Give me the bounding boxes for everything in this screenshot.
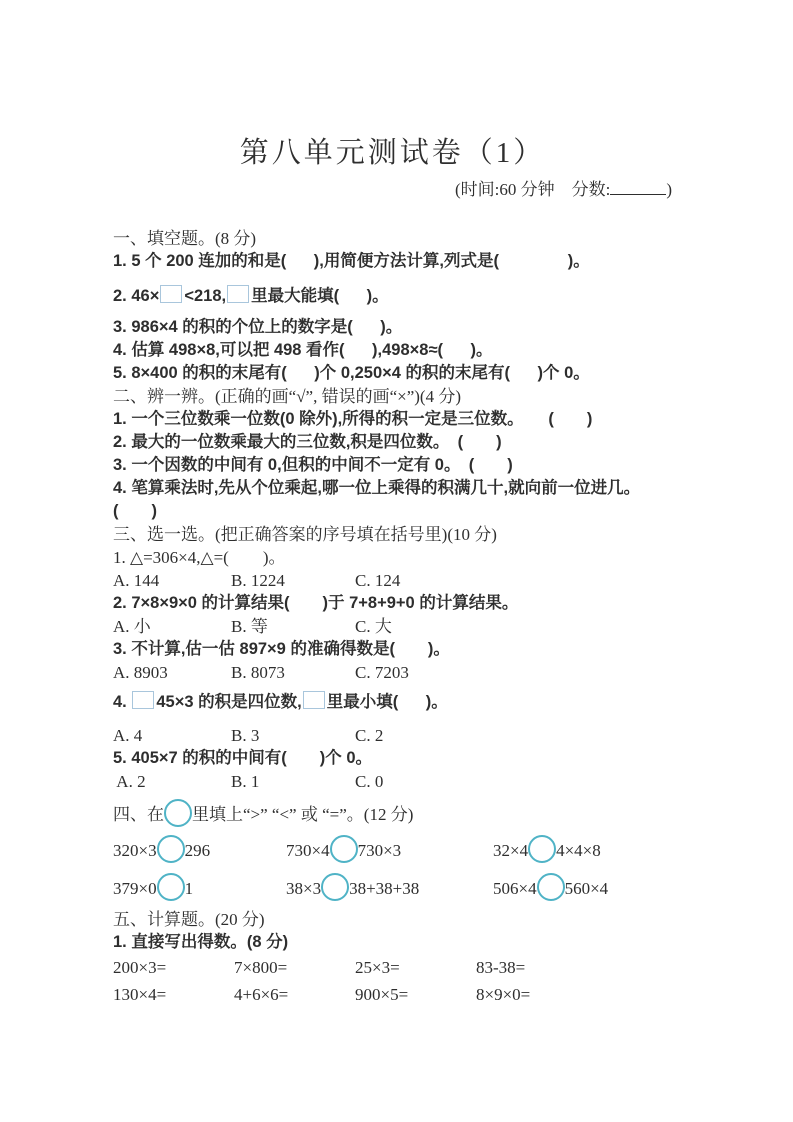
option-c: C. 大 <box>355 617 392 636</box>
time-score-line <box>113 178 672 201</box>
left-expression: 32×4 <box>493 841 529 860</box>
option-a: A. 4 <box>113 726 143 745</box>
compare-circle <box>321 873 349 901</box>
fill-q2-post: 里最大能填( )。 <box>251 287 389 305</box>
calc-expression: 8×9×0= <box>476 985 531 1004</box>
judge-q1: 1. 一个三位数乘一位数(0 除外),所得的积一定是三位数。 ( ) <box>113 410 593 428</box>
comparison-row <box>113 868 672 906</box>
calc-expression: 83-38= <box>476 958 526 977</box>
left-expression: 506×4 <box>493 879 537 898</box>
blank-box <box>227 285 249 303</box>
compare-circle <box>528 835 556 863</box>
option-a: A. 8903 <box>113 663 168 682</box>
section3-heading: 三、选一选。(把正确答案的序号填在括号里)(10 分) <box>113 525 497 544</box>
left-expression: 379×0 <box>113 879 157 898</box>
calc-expression: 7×800= <box>234 958 288 977</box>
choice-q2: 2. 7×8×9×0 的计算结果( )于 7+8+9+0 的计算结果。 <box>113 594 519 612</box>
score-blank-underline <box>610 181 666 195</box>
option-b: B. 1224 <box>231 571 285 590</box>
left-expression: 730×4 <box>286 841 330 860</box>
fill-q5: 5. 8×400 的积的末尾有( )个 0,250×4 的积的末尾有( )个 0。 <box>113 364 590 382</box>
choice-q4-post: 里最小填( )。 <box>326 693 448 711</box>
comparison-item <box>493 873 608 901</box>
section-fill-in <box>113 227 672 385</box>
comparison-item <box>493 835 601 863</box>
section-compare <box>113 799 672 906</box>
calc-expression: 25×3= <box>355 958 400 977</box>
comparison-item <box>286 873 493 901</box>
option-b: B. 等 <box>231 617 268 636</box>
judge-q4: 4. 笔算乘法时,先从个位乘起,哪一位上乘得的积满几十,就向前一位进几。( ) <box>113 479 641 520</box>
calc-expression: 200×3= <box>113 958 167 977</box>
section4-heading-pre: 四、在 <box>113 805 164 824</box>
choice-q4-options <box>113 724 672 747</box>
choice-q4-pre: 4. <box>113 693 132 711</box>
option-c: C. 124 <box>355 571 401 590</box>
section-multiple-choice <box>113 523 672 793</box>
option-a: A. 144 <box>113 571 160 590</box>
page-title: 第八单元测试卷（1） <box>239 137 546 169</box>
option-b: B. 1 <box>231 772 260 791</box>
calc-row <box>113 981 672 1008</box>
calc-row <box>113 954 672 981</box>
choice-q2-options <box>113 615 672 638</box>
judge-q2: 2. 最大的一位数乘最大的三位数,积是四位数。 ( ) <box>113 433 502 451</box>
right-expression: 38+38+38 <box>349 879 420 898</box>
option-a: A. 小 <box>113 617 151 636</box>
section4-heading-post: 里填上“>” “<” 或 “=”。(12 分) <box>192 805 414 824</box>
blank-box <box>160 285 182 303</box>
section1-heading: 一、填空题。(8 分) <box>113 229 257 248</box>
compare-circle <box>157 873 185 901</box>
fill-q2-pre: 2. 46× <box>113 287 160 305</box>
fill-q4: 4. 估算 498×8,可以把 498 看作( ),498×8≈( )。 <box>113 341 493 359</box>
blank-box <box>303 691 325 709</box>
calc-expression: 130×4= <box>113 985 167 1004</box>
choice-q3: 3. 不计算,估一估 897×9 的准确得数是( )。 <box>113 640 450 658</box>
option-a: A. 2 <box>113 772 146 791</box>
fill-q2-mid: <218, <box>184 287 227 305</box>
time-score-text: (时间:60 分钟 分数: <box>454 180 611 199</box>
choice-q1-options <box>113 569 672 592</box>
blank-box <box>132 691 154 709</box>
right-expression: 1 <box>184 879 194 898</box>
left-expression: 38×3 <box>286 879 322 898</box>
choice-q3-options <box>113 661 672 684</box>
section5-heading: 五、计算题。(20 分) <box>113 910 265 929</box>
fill-q2 <box>113 283 672 309</box>
section4-heading <box>113 799 672 830</box>
comparison-item <box>286 835 493 863</box>
compare-circle <box>330 835 358 863</box>
comparison-item <box>113 873 286 901</box>
choice-q1: 1. △=306×4,△=( )。 <box>113 548 286 567</box>
judge-q3: 3. 一个因数的中间有 0,但积的中间不一定有 0。 ( ) <box>113 456 513 474</box>
left-expression: 320×3 <box>113 841 157 860</box>
section-calculation <box>113 908 672 1008</box>
choice-q5-options <box>113 770 672 793</box>
option-b: B. 8073 <box>231 663 285 682</box>
right-expression: 296 <box>184 841 211 860</box>
fill-q3: 3. 986×4 的积的个位上的数字是( )。 <box>113 318 403 336</box>
compare-circle <box>537 873 565 901</box>
option-c: C. 7203 <box>355 663 409 682</box>
section2-heading: 二、辨一辨。(正确的画“√”, 错误的画“×”)(4 分) <box>113 387 461 406</box>
choice-q5: 5. 405×7 的积的中间有( )个 0。 <box>113 749 373 767</box>
right-expression: 560×4 <box>564 879 609 898</box>
compare-circle <box>164 799 192 827</box>
option-c: C. 2 <box>355 726 384 745</box>
calc-expression: 4+6×6= <box>234 985 289 1004</box>
choice-q4-mid: 45×3 的积是四位数, <box>156 693 302 711</box>
calc-expression: 900×5= <box>355 985 409 1004</box>
comparison-row <box>113 830 672 868</box>
close-paren: ) <box>666 180 672 199</box>
option-b: B. 3 <box>231 726 260 745</box>
right-expression: 4×4×8 <box>556 841 601 860</box>
choice-q4 <box>113 688 672 716</box>
right-expression: 730×3 <box>357 841 402 860</box>
compare-circle <box>157 835 185 863</box>
fill-q1: 1. 5 个 200 连加的和是( ),用简便方法计算,列式是( )。 <box>113 252 590 270</box>
comparison-item <box>113 835 286 863</box>
option-c: C. 0 <box>355 772 384 791</box>
section5-sub1: 1. 直接写出得数。(8 分) <box>113 933 289 951</box>
section-true-false <box>113 385 672 523</box>
